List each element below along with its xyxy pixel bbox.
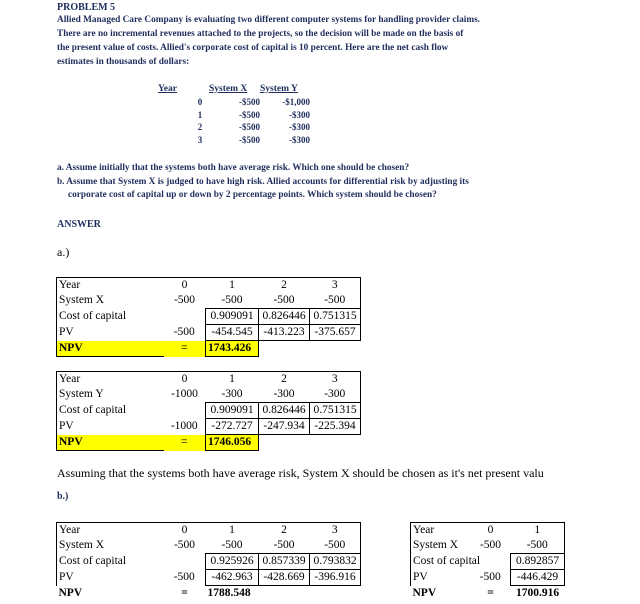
table-cell: 0.857339 xyxy=(259,554,310,570)
table-row xyxy=(57,419,361,435)
question-b-line-2: corporate cost of capital up or down by 2 percentage points. Which system should be chosen? xyxy=(68,190,437,200)
table-row-npv xyxy=(57,341,361,357)
table-cell: -500 xyxy=(173,571,195,583)
table-cell: -375.657 xyxy=(310,325,361,341)
table-cell: 0.925926 xyxy=(206,554,259,570)
cash-flow-value: -$300 xyxy=(289,122,310,132)
table-row-npv xyxy=(57,435,361,451)
cash-flow-year: 0 xyxy=(197,97,203,107)
npv-equals: = xyxy=(164,435,206,451)
cash-flow-year: 3 xyxy=(197,134,203,145)
row-label: Year xyxy=(57,372,164,388)
table-row xyxy=(57,278,361,294)
table-cell: 2 xyxy=(259,372,310,388)
npv-equals: = xyxy=(487,586,494,599)
row-label: PV xyxy=(411,570,471,586)
table-cell: -247.934 xyxy=(259,419,310,435)
table-cell: -300 xyxy=(273,388,295,400)
cash-flow-years xyxy=(192,96,208,146)
table-cell: 1 xyxy=(206,523,259,539)
table-cell: -500 xyxy=(221,539,243,551)
table-cell: 0.909091 xyxy=(206,309,259,325)
table-cell xyxy=(310,341,361,357)
cash-flow-system-x-values xyxy=(222,96,260,146)
table-cell: 1 xyxy=(206,372,259,388)
row-label: PV xyxy=(57,325,164,341)
row-label: Cost of capital xyxy=(57,309,164,325)
table-cell: -500 xyxy=(310,293,361,309)
table-cell: -454.545 xyxy=(206,325,259,341)
npv-table-system-x xyxy=(56,277,361,357)
cash-flow-year: 2 xyxy=(197,122,203,132)
npv-value: 1746.056 xyxy=(206,435,259,451)
npv-label: NPV xyxy=(57,435,164,451)
npv-equals: = xyxy=(164,341,206,357)
table-cell: -446.429 xyxy=(511,570,565,586)
table-cell: -500 xyxy=(310,538,361,554)
table-row xyxy=(411,523,565,539)
table-row xyxy=(411,570,565,586)
table-row-npv xyxy=(411,586,565,602)
table-cell: -500 xyxy=(511,538,565,554)
part-b-label: b.) xyxy=(57,491,69,502)
row-label: System Y xyxy=(57,387,164,403)
table-row xyxy=(57,325,361,341)
table-cell: 0.909091 xyxy=(206,403,259,419)
table-cell: 2 xyxy=(259,523,310,539)
problem-title: PROBLEM 5 xyxy=(57,2,116,13)
table-cell xyxy=(259,341,310,357)
table-row xyxy=(57,387,361,403)
table-row xyxy=(57,570,361,586)
table-cell xyxy=(259,435,310,451)
problem-intro xyxy=(57,13,557,69)
cash-flow-system-y-values xyxy=(270,96,310,146)
cash-flow-value: -$500 xyxy=(239,109,260,120)
row-label: Year xyxy=(411,523,471,539)
table-cell: 0.751315 xyxy=(310,403,361,419)
table-cell xyxy=(310,435,361,451)
npv-table-system-y xyxy=(56,371,361,451)
table-cell: 3 xyxy=(310,372,361,388)
table-cell: 2 xyxy=(259,278,310,294)
table-cell: -428.669 xyxy=(259,570,310,586)
answer-heading: ANSWER xyxy=(57,219,101,230)
table-cell: 0.892857 xyxy=(511,554,565,570)
table-cell: 3 xyxy=(310,278,361,294)
row-label: System X xyxy=(57,293,164,309)
table-row xyxy=(57,554,361,570)
table-cell: 1 xyxy=(206,278,259,294)
row-label: System X xyxy=(57,538,164,554)
table-cell: 0 xyxy=(164,372,206,388)
table-row xyxy=(57,403,361,419)
table-cell: -1000 xyxy=(170,420,198,432)
intro-line-2: There are no incremental revenues attached to the projects, so the decision will be made on the basis of xyxy=(57,29,464,39)
conclusion-a: Assuming that the systems both have average risk, System X should be chosen as it's net present valu xyxy=(57,466,544,480)
row-label: PV xyxy=(57,419,164,435)
table-cell: 0.826446 xyxy=(259,309,310,325)
table-row xyxy=(57,372,361,388)
table-cell xyxy=(310,586,361,602)
row-label: PV xyxy=(57,570,164,586)
npv-label: NPV xyxy=(57,341,164,357)
cash-flow-value: -$500 xyxy=(239,122,260,132)
table-cell xyxy=(164,554,206,570)
table-cell: -272.727 xyxy=(206,419,259,435)
table-cell: -413.223 xyxy=(259,325,310,341)
intro-line-4: estimates in thousands of dollars: xyxy=(57,57,190,67)
cash-flow-value: -$500 xyxy=(239,134,260,145)
question-b-line-1: b. Assume that System X is judged to have high risk. Allied accounts for differential risk by adjusting its xyxy=(57,177,469,187)
table-cell: 0.793832 xyxy=(310,554,361,570)
table-cell: -500 xyxy=(173,539,196,552)
npv-label: NPV xyxy=(412,586,437,599)
table-cell: -1000 xyxy=(171,388,198,401)
part-a-label: a.) xyxy=(57,245,70,259)
npv-value: 1743.426 xyxy=(206,341,259,357)
cash-flow-value: -$500 xyxy=(239,97,260,107)
table-cell xyxy=(164,309,206,325)
cash-flow-header-system-y: System Y xyxy=(260,84,298,94)
row-label: Cost of capital xyxy=(57,554,164,570)
table-cell: -500 xyxy=(479,539,502,552)
intro-line-3: the present value of costs. Allied's corporate cost of capital is 10 percent. Here are the net cash flow xyxy=(57,43,449,53)
table-row xyxy=(57,293,361,309)
table-cell: -500 xyxy=(273,539,295,551)
cash-flow-value: -$300 xyxy=(289,134,310,145)
npv-value: 1700.916 xyxy=(515,587,560,599)
table-row-npv xyxy=(57,586,361,602)
table-cell xyxy=(259,586,310,602)
table-row xyxy=(411,538,565,554)
row-label: Year xyxy=(57,523,164,539)
npv-table-b-system-x xyxy=(56,522,361,601)
npv-label: NPV xyxy=(58,586,83,599)
cash-flow-year: 1 xyxy=(197,109,203,120)
row-label: Cost of capital xyxy=(57,403,164,419)
table-cell: -500 xyxy=(173,294,196,307)
table-row xyxy=(57,538,361,554)
cash-flow-value: -$1,000 xyxy=(282,97,310,107)
table-row xyxy=(57,523,361,539)
table-cell: 0 xyxy=(164,278,206,294)
question-a: a. Assume initially that the systems both have average risk. Which one should be chosen? xyxy=(57,163,410,173)
npv-value: 1788.548 xyxy=(207,587,251,599)
table-cell: -300 xyxy=(221,388,243,400)
table-cell: 0 xyxy=(164,523,206,539)
table-row xyxy=(57,309,361,325)
table-cell: -396.916 xyxy=(310,570,361,586)
table-cell: 1 xyxy=(511,523,565,539)
table-cell: 3 xyxy=(310,523,361,539)
table-cell xyxy=(164,403,206,419)
table-cell: -500 xyxy=(221,294,243,306)
cash-flow-header-system-x: System X xyxy=(209,84,248,94)
npv-table-b-system-y xyxy=(410,522,565,601)
table-cell: -500 xyxy=(273,294,295,306)
table-cell: -225.394 xyxy=(310,419,361,435)
table-cell: -462.963 xyxy=(206,570,259,586)
row-label: Cost of capital xyxy=(411,554,471,570)
table-cell: -500 xyxy=(173,326,195,338)
npv-equals: = xyxy=(181,586,188,599)
table-cell: 0.751315 xyxy=(310,309,361,325)
table-cell: -300 xyxy=(310,387,361,403)
intro-line-1: Allied Managed Care Company is evaluating two different computer systems for handling provider claims. xyxy=(57,15,481,25)
cash-flow-header-year: Year xyxy=(158,84,177,94)
table-cell: -500 xyxy=(479,571,501,583)
table-cell: 0.826446 xyxy=(259,403,310,419)
cash-flow-value: -$300 xyxy=(289,109,310,120)
row-label: System X xyxy=(411,538,471,554)
row-label: Year xyxy=(57,278,164,294)
table-cell: 0 xyxy=(471,523,511,539)
table-row xyxy=(411,554,565,570)
